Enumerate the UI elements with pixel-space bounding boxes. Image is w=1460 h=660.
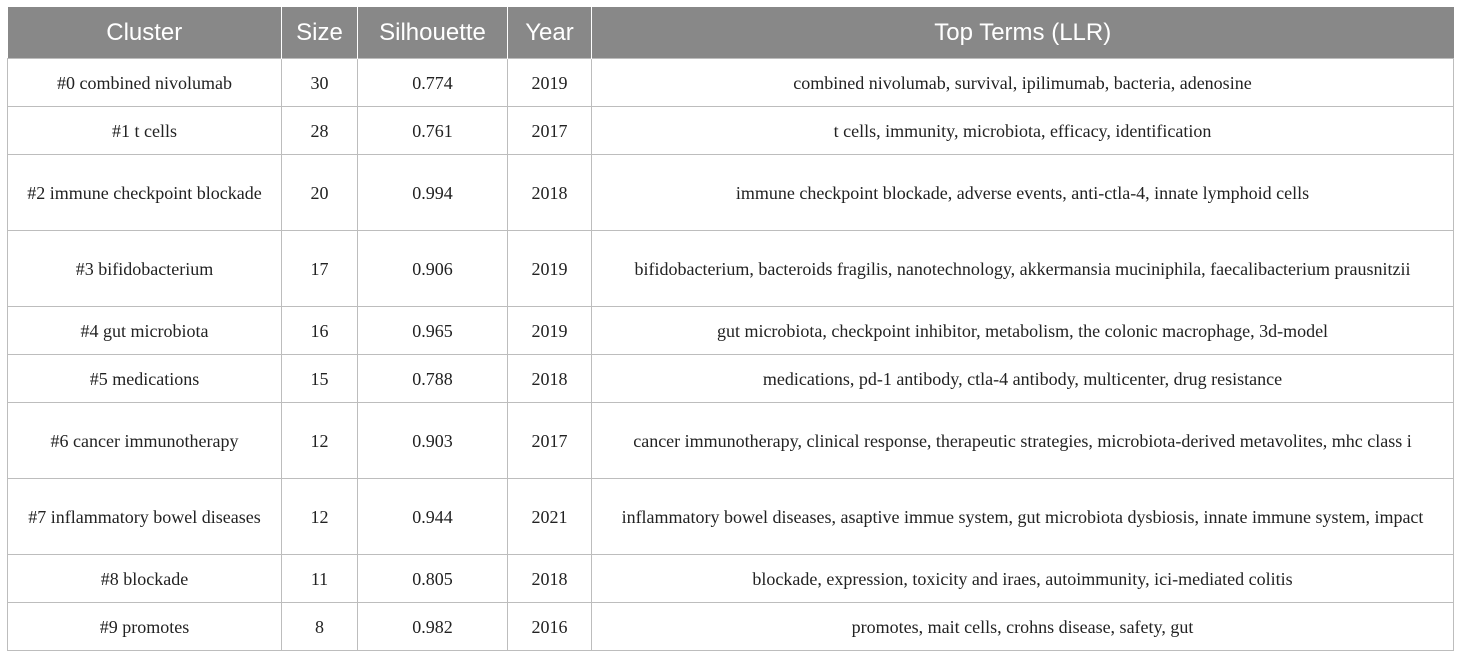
cell-cluster: #2 immune checkpoint blockade (8, 155, 282, 231)
cell-cluster: #3 bifidobacterium (8, 231, 282, 307)
table-row (8, 479, 1454, 555)
cell-silhouette: 0.761 (358, 107, 508, 155)
table-row (8, 355, 1454, 403)
cell-cluster: #5 medications (8, 355, 282, 403)
cell-silhouette: 0.994 (358, 155, 508, 231)
cell-top-terms: cancer immunotherapy, clinical response, therapeutic strategies, microbiota-derived metavolites, mhc class i (592, 403, 1454, 479)
table-row (8, 603, 1454, 651)
cell-silhouette: 0.774 (358, 59, 508, 107)
cell-year: 2016 (508, 603, 592, 651)
cell-top-terms: gut microbiota, checkpoint inhibitor, metabolism, the colonic macrophage, 3d-model (592, 307, 1454, 355)
cell-top-terms: immune checkpoint blockade, adverse events, anti-ctla-4, innate lymphoid cells (592, 155, 1454, 231)
cell-year: 2021 (508, 479, 592, 555)
cell-size: 12 (282, 479, 358, 555)
table-header (8, 7, 1454, 59)
cluster-table (7, 7, 1454, 651)
cell-size: 28 (282, 107, 358, 155)
cell-size: 20 (282, 155, 358, 231)
cell-silhouette: 0.903 (358, 403, 508, 479)
cell-top-terms: promotes, mait cells, crohns disease, safety, gut (592, 603, 1454, 651)
cell-year: 2019 (508, 307, 592, 355)
cell-silhouette: 0.982 (358, 603, 508, 651)
cell-cluster: #0 combined nivolumab (8, 59, 282, 107)
cell-top-terms: blockade, expression, toxicity and iraes, autoimmunity, ici-mediated colitis (592, 555, 1454, 603)
cell-silhouette: 0.788 (358, 355, 508, 403)
cluster-table-container (7, 7, 1453, 651)
cell-top-terms: inflammatory bowel diseases, asaptive immue system, gut microbiota dysbiosis, innate immune system, impact (592, 479, 1454, 555)
cell-cluster: #9 promotes (8, 603, 282, 651)
cell-silhouette: 0.965 (358, 307, 508, 355)
cell-size: 17 (282, 231, 358, 307)
cell-size: 30 (282, 59, 358, 107)
cell-cluster: #1 t cells (8, 107, 282, 155)
cell-size: 8 (282, 603, 358, 651)
cell-top-terms: bifidobacterium, bacteroids fragilis, nanotechnology, akkermansia muciniphila, faecalibacterium prausnitzii (592, 231, 1454, 307)
header-year: Year (508, 7, 592, 59)
cell-size: 12 (282, 403, 358, 479)
cell-year: 2017 (508, 107, 592, 155)
cell-cluster: #6 cancer immunotherapy (8, 403, 282, 479)
cell-top-terms: medications, pd-1 antibody, ctla-4 antibody, multicenter, drug resistance (592, 355, 1454, 403)
header-silhouette: Silhouette (358, 7, 508, 59)
cell-year: 2017 (508, 403, 592, 479)
cell-year: 2019 (508, 59, 592, 107)
cell-year: 2018 (508, 555, 592, 603)
table-body (8, 59, 1454, 651)
cell-year: 2018 (508, 155, 592, 231)
cell-silhouette: 0.906 (358, 231, 508, 307)
cell-silhouette: 0.944 (358, 479, 508, 555)
cell-top-terms: combined nivolumab, survival, ipilimumab, bacteria, adenosine (592, 59, 1454, 107)
table-row (8, 59, 1454, 107)
cell-year: 2019 (508, 231, 592, 307)
cell-cluster: #8 blockade (8, 555, 282, 603)
header-cluster: Cluster (8, 7, 282, 59)
table-row (8, 403, 1454, 479)
table-row (8, 231, 1454, 307)
cell-size: 16 (282, 307, 358, 355)
table-row (8, 555, 1454, 603)
table-row (8, 155, 1454, 231)
cell-cluster: #4 gut microbiota (8, 307, 282, 355)
cell-silhouette: 0.805 (358, 555, 508, 603)
cell-size: 11 (282, 555, 358, 603)
cell-top-terms: t cells, immunity, microbiota, efficacy, identification (592, 107, 1454, 155)
header-size: Size (282, 7, 358, 59)
table-row (8, 307, 1454, 355)
header-row (8, 7, 1454, 59)
cell-year: 2018 (508, 355, 592, 403)
cell-size: 15 (282, 355, 358, 403)
table-row (8, 107, 1454, 155)
cell-cluster: #7 inflammatory bowel diseases (8, 479, 282, 555)
header-top-terms: Top Terms (LLR) (592, 7, 1454, 59)
